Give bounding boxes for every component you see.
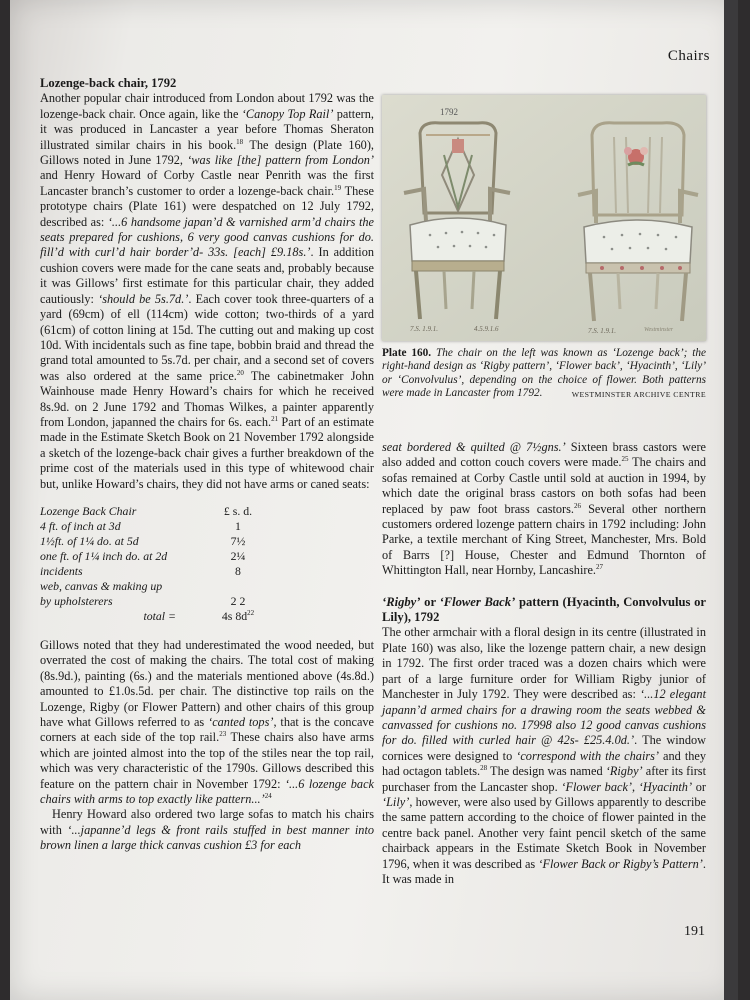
estimate-table [40, 504, 374, 624]
chair-drawings-illustration [382, 95, 706, 341]
estimate-currency-header: £ s. d. [223, 503, 253, 518]
text-run: Gillows noted that they had underestimated the wood needed, but overrated the cost of making the chairs. The total cost of making (8s.9d.), painting (6s.) and the materials mentioned above (4s.8d.) amounted to £1.0s.5d. per chair. The distinctive top rails on the Lozenge, Rigby (or Flower Pattern) and other chairs of this group have what Gillows referred to as [40, 637, 374, 729]
estimate-total-value [208, 609, 268, 624]
italic-quote: ‘correspond with the chairs’ [516, 748, 660, 763]
estimate-row [40, 549, 374, 564]
text-run: and Henry Howard of Corby Castle near Penrith was the first Lancaster branch’s customer to order a lozenge-back chair. [40, 168, 374, 198]
italic-quote: ‘Flower Back or Rigby’s Pattern’ [538, 856, 703, 871]
estimate-row [40, 519, 374, 534]
italic-quote: ‘Flower back’ [561, 779, 632, 794]
text-run: . In addition cushion covers were made for the cane seats and, probably because it was Gillows’ first estimate for this particular chair, they added cautiously: [40, 245, 374, 306]
right-column [382, 440, 706, 887]
plate-160-image [382, 95, 706, 341]
text-run: pattern (Hyacinth, Convolvulus or Lily), 1792 [382, 594, 706, 625]
text-run: Henry Howard also ordered two large sofas to match his chairs with [40, 807, 374, 837]
paragraph-rigby-pattern [382, 625, 706, 887]
text-run: Several other northern customers ordered lozenge pattern chairs in 1792 including: John Parke, a textile merchant of King Street, Manchester, Mrs. Bold of Barrs [?] House, Chester and Edmund Thornton of Whittington Hall, near Hornby, Lancashire. [382, 501, 706, 578]
page-number: 191 [684, 924, 705, 939]
italic-quote: ‘...12 elegant japann’d armed chairs for a drawing room the seats webbed & canvassed for cushions no. 17998 also 12 good canvas cushions for do. filled with curled hair @ 42s- £25.4.0d.’ [382, 687, 706, 748]
italic-quote: seat bordered & quilted @ 7½gns.’ [382, 440, 566, 454]
text-run: . The window cornices were designed to [382, 733, 706, 763]
estimate-header-row [40, 504, 374, 519]
estimate-item-value: 2¼ [230, 548, 246, 563]
italic-quote: ‘...6 lozenge back chairs with arms to top exactly like pattern...’ [40, 776, 374, 807]
footnote-ref: 20 [236, 368, 244, 377]
estimate-item-label: one ft. of 1¼ inch do. at 2d [40, 548, 168, 563]
text-run: . Each cover took three-quarters of a yard (69cm) of ell (114cm) wide cotton; two-thirds of a yard (61cm) of cotton lining at 15d. The cutting out and making up cost 10d. With incidentals such as fine tape, bobbin braid and thread the grand total amounted to 5s.7d. per chair, and a second set of covers was also ordered at the same price. [40, 291, 374, 383]
italic-quote: ‘Rigby’ [382, 594, 421, 609]
text-run: Sixteen brass castors were also added and cotton couch covers were made. [382, 440, 707, 470]
estimate-row [40, 594, 374, 609]
text-run: These chairs also have arms which are jointed almost into the top of the stiles near the top rail, which was very characteristic of the 1790s. Gillows described this feature on the pattern chair in November 1792: [40, 730, 375, 791]
italic-quote: ‘Canopy Top Rail’ [241, 106, 334, 121]
caption-plate-number: Plate 160. [382, 347, 432, 359]
text-run: , that is the concave corners at each side of the top rail. [40, 715, 375, 745]
estimate-total-row [40, 609, 374, 624]
text-run: after its first purchaser from the Lancaster shop. [382, 764, 706, 794]
italic-quote: ‘Lily’ [382, 794, 410, 809]
book-page [10, 0, 738, 1000]
estimate-item-value: 1 [235, 518, 241, 533]
text-run: The cabinetmaker John Wainhouse made Henry Howard’s chairs for which he received 8s.9d. on 2 June 1792 and Thomas Wilkes, a painter apparently from London, japanned the chairs for 6s. each. [40, 368, 374, 429]
footnote-ref: 19 [334, 183, 342, 192]
text-run: The chairs and sofas remained at Corby Castle until sold at auction in 1994, by which date the original brass castors on both sofas had been replaced by paw foot brass castors. [382, 455, 707, 516]
text-run: pattern, it was produced in Lancaster a year before Thomas Sheraton illustrated similar chairs in his book. [40, 106, 374, 152]
estimate-item-value: 8 [235, 563, 241, 578]
estimate-row [40, 564, 374, 579]
section-heading-lozenge: Lozenge-back chair, 1792 [40, 76, 177, 90]
plate-caption [382, 347, 706, 402]
italic-quote: ‘canted tops’ [208, 715, 274, 729]
footnote-ref: 25 [621, 455, 629, 464]
estimate-item-label: incidents [40, 563, 83, 578]
paragraph-sofas [40, 807, 374, 853]
footnote-ref: 23 [219, 730, 227, 739]
text-run: These prototype chairs (Plate 161) were despatched on 12 July 1792, described as: [40, 183, 374, 229]
text-run: Part of an estimate made in the Estimate Sketch Book on 21 November 1792 alongside a sketch of the lozenge-back chair gives a further breakdown of the prime cost of the materials used in this type of whitewood chair but, unlike Howard’s chairs, they did not have arms or caned seats: [40, 414, 374, 491]
italic-quote: ‘Hyacinth’ [638, 779, 693, 794]
paragraph-canted-tops [40, 638, 374, 807]
estimate-item-label: web, canvas & making up [40, 578, 163, 593]
text-run: , [632, 779, 639, 794]
caption-text: The chair on the left was known as ‘Lozenge back’; the right-hand design as ‘Rigby pattern’, ‘Flower back’, ‘Hyacinth’, ‘Lily’ or ‘Convolvulus’, depending on the choice of flower. Both patterns were made in Lancaster from 1792. [382, 347, 706, 400]
caption-credit: WESTMINSTER ARCHIVE CENTRE [571, 390, 706, 400]
estimate-item-label: 1½ft. of 1¼ do. at 5d [40, 533, 139, 548]
estimate-row [40, 534, 374, 549]
running-head: Chairs [667, 48, 710, 64]
pencil-note: Westminster [644, 327, 674, 333]
italic-quote: ‘...japanne’d legs & front rails stuffed in best manner into brown linen a large thick canvas cushion £3 for each [40, 822, 375, 853]
estimate-item-value [208, 579, 268, 594]
estimate-item-value: 2 2 [230, 593, 246, 608]
estimate-row [40, 579, 374, 594]
plate-year-label: 1792 [440, 107, 458, 117]
estimate-total-amount: 4s 8d [221, 608, 248, 623]
estimate-item-label: by upholsterers [40, 593, 113, 608]
text-run: Another popular chair introduced from London about 1792 was the lozenge-back chair. Once again, like the [40, 91, 374, 121]
footnote-ref: 27 [596, 563, 603, 572]
text-run: The design (Plate 160), Gillows noted in June 1792, [40, 137, 374, 168]
text-run: or [420, 594, 440, 609]
italic-quote: ‘should be 5s.7d.’ [98, 291, 189, 306]
pencil-note: 7.S. 1.9.1. [588, 327, 616, 335]
pencil-note: 7.S. 1.9.1. [410, 325, 438, 333]
estimate-item-label: 4 ft. of inch at 3d [40, 518, 121, 533]
italic-quote: ‘Flower Back’ [439, 594, 516, 609]
paragraph-lozenge-intro [40, 91, 374, 492]
estimate-rows [40, 519, 374, 609]
italic-quote: ‘Rigby’ [605, 764, 643, 779]
paragraph-sofas-continued [382, 440, 706, 579]
left-column [40, 76, 374, 854]
text-run: , however, were also used by Gillows apparently to describe the same pattern according to the choice of flower painted in the centre back panel. Another very faint pencil sketch of the same chairback appears in the Estimate Sketch Book in November 1796, when it was described as [382, 794, 706, 871]
footnote-ref: 18 [236, 137, 244, 146]
italic-quote: ‘was like [the] pattern from London’ [187, 153, 374, 168]
page-edge-shadow [724, 0, 738, 1000]
text-run: The design was named [487, 764, 606, 779]
footnote-ref: 21 [271, 414, 279, 423]
footnote-ref: 24 [264, 792, 272, 801]
text-run: The other armchair with a floral design in its centre (illustrated in Plate 160) was also, like the lozenge pattern chair, a new design in 1792. The first order traced was a dozen chairs which were part of a large furniture order for William Rigby junior of Manchester in July 1792. They were described as: [382, 625, 706, 702]
footnote-ref: 22 [247, 608, 255, 617]
text-run: or [692, 779, 706, 794]
estimate-title: Lozenge Back Chair [40, 503, 137, 518]
estimate-item-value: 7½ [230, 533, 246, 548]
footnote-ref: 26 [574, 501, 582, 510]
pencil-note: 4.5.9.1.6 [474, 325, 499, 333]
text-run: and they had octagon tablets. [382, 748, 707, 779]
text-run: . It was made in [382, 856, 706, 886]
footnote-ref: 28 [480, 764, 488, 773]
section-heading-rigby [382, 595, 706, 626]
italic-quote: ‘...6 handsome japan’d & varnished arm’d chairs the seats prepared for cushions, 6 very good canvas cushions for do. fill’d with curl’d hair border’d- 33s. [each] £9.18s.’ [40, 214, 374, 260]
estimate-total-label: total = [143, 608, 176, 623]
